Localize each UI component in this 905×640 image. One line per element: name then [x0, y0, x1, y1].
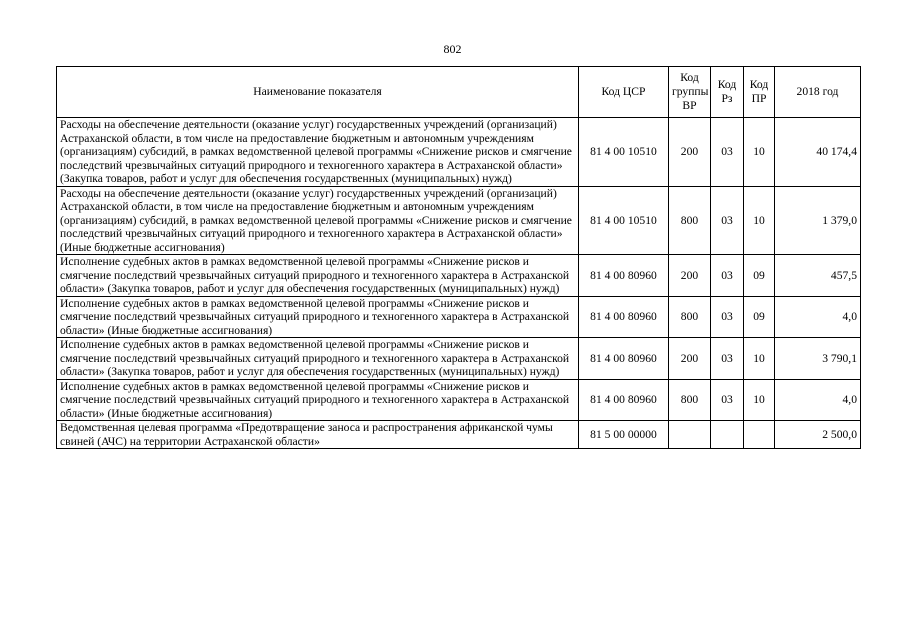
table-row: [57, 421, 861, 449]
row-pr: 10: [744, 186, 775, 255]
row-rz: 03: [711, 379, 744, 421]
row-amount: 4,0: [775, 379, 861, 421]
table-row: [57, 118, 861, 187]
row-csr: 81 4 00 80960: [579, 338, 669, 380]
row-vr: 800: [669, 379, 711, 421]
row-name: Ведомственная целевая программа «Предотвращение заноса и распространения африканской чумы свиней (АЧС) на территории Астраханской области»: [57, 421, 579, 449]
row-pr: 10: [744, 379, 775, 421]
row-vr: 200: [669, 255, 711, 297]
row-amount: 1 379,0: [775, 186, 861, 255]
page-number: 802: [443, 42, 462, 56]
header-vr: Код группы ВР: [669, 67, 711, 118]
row-csr: 81 4 00 10510: [579, 118, 669, 187]
table-row: [57, 296, 861, 338]
row-pr: 09: [744, 255, 775, 297]
table-header-row: [57, 67, 861, 118]
header-rz: Код Рз: [711, 67, 744, 118]
row-pr: 10: [744, 118, 775, 187]
row-pr: [744, 421, 775, 449]
table-row: [57, 186, 861, 255]
header-csr: Код ЦСР: [579, 67, 669, 118]
row-vr: 200: [669, 118, 711, 187]
row-vr: [669, 421, 711, 449]
header-name: Наименование показателя: [57, 67, 579, 118]
row-csr: 81 4 00 10510: [579, 186, 669, 255]
header-pr: Код ПР: [744, 67, 775, 118]
table-row: [57, 255, 861, 297]
row-amount: 40 174,4: [775, 118, 861, 187]
row-name: Исполнение судебных актов в рамках ведомственной целевой программы «Снижение рисков и смягчение последствий чрезвычайных ситуаций природного и техногенного характера в Астраханской области» (Иные бюджетные ассигнования): [57, 379, 579, 421]
header-year: 2018 год: [775, 67, 861, 118]
row-amount: 3 790,1: [775, 338, 861, 380]
row-rz: 03: [711, 186, 744, 255]
row-rz: 03: [711, 118, 744, 187]
row-name: Исполнение судебных актов в рамках ведомственной целевой программы «Снижение рисков и смягчение последствий чрезвычайных ситуаций природного и техногенного характера в Астраханской области» (Иные бюджетные ассигнования): [57, 296, 579, 338]
row-pr: 09: [744, 296, 775, 338]
row-rz: [711, 421, 744, 449]
table-row: [57, 338, 861, 380]
row-rz: 03: [711, 255, 744, 297]
row-rz: 03: [711, 296, 744, 338]
budget-table: [56, 66, 861, 449]
row-pr: 10: [744, 338, 775, 380]
row-csr: 81 4 00 80960: [579, 379, 669, 421]
row-vr: 200: [669, 338, 711, 380]
row-name: Расходы на обеспечение деятельности (оказание услуг) государственных учреждений (организаций) Астраханской области, в том числе на предоставление бюджетным и автономным учреждениям (организациям) субсидий, в рамках ведомственной целевой программы «Снижение рисков и смягчение последствий чрезвычайных ситуаций природного и техногенного характера в Астраханской области» (Закупка товаров, работ и услуг для обеспечения государственных (муниципальных) нужд): [57, 118, 579, 187]
row-amount: 2 500,0: [775, 421, 861, 449]
row-amount: 457,5: [775, 255, 861, 297]
row-rz: 03: [711, 338, 744, 380]
row-csr: 81 4 00 80960: [579, 255, 669, 297]
row-amount: 4,0: [775, 296, 861, 338]
row-name: Расходы на обеспечение деятельности (оказание услуг) государственных учреждений (организаций) Астраханской области, в том числе на предоставление бюджетным и автономным учреждениям (организациям) субсидий, в рамках ведомственной целевой программы «Снижение рисков и смягчение последствий чрезвычайных ситуаций природного и техногенного характера в Астраханской области» (Иные бюджетные ассигнования): [57, 186, 579, 255]
table-row: [57, 379, 861, 421]
row-csr: 81 5 00 00000: [579, 421, 669, 449]
row-csr: 81 4 00 80960: [579, 296, 669, 338]
row-name: Исполнение судебных актов в рамках ведомственной целевой программы «Снижение рисков и смягчение последствий чрезвычайных ситуаций природного и техногенного характера в Астраханской области» (Закупка товаров, работ и услуг для обеспечения государственных (муниципальных) нужд): [57, 255, 579, 297]
row-vr: 800: [669, 186, 711, 255]
row-name: Исполнение судебных актов в рамках ведомственной целевой программы «Снижение рисков и смягчение последствий чрезвычайных ситуаций природного и техногенного характера в Астраханской области» (Закупка товаров, работ и услуг для обеспечения государственных (муниципальных) нужд): [57, 338, 579, 380]
row-vr: 800: [669, 296, 711, 338]
